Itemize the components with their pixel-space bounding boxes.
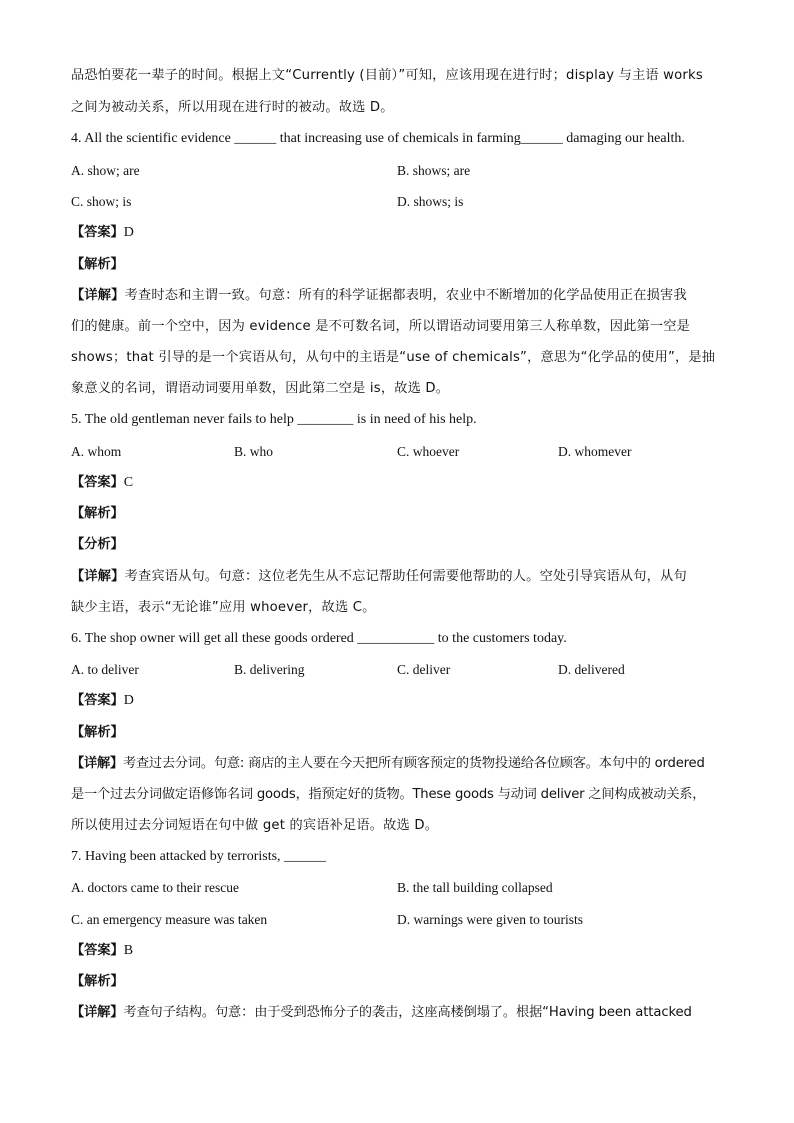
q4-stem: 4. All the scientific evidence ______ that increasing use of chemicals in farming______ damaging our health. bbox=[71, 131, 685, 146]
q6-answer bbox=[71, 692, 134, 710]
q6-option-c: C. deliver bbox=[397, 662, 451, 677]
q5-detail-line-1 bbox=[71, 568, 687, 586]
answer-value: D bbox=[123, 693, 134, 708]
detail-tag: 【详解】 bbox=[71, 288, 125, 303]
q7-analysis-tag: 【解析】 bbox=[71, 974, 124, 989]
q5-option-d: D. whomever bbox=[558, 444, 632, 459]
q4-detail-line-4: 象意义的名词，谓语动词要用单数，因此第二空是 is，故选 D。 bbox=[71, 381, 450, 396]
q6-option-a: A. to deliver bbox=[71, 662, 139, 677]
detail-tag: 【详解】 bbox=[71, 569, 125, 584]
q4-analysis-tag: 【解析】 bbox=[71, 257, 124, 272]
answer-tag: 【答案】 bbox=[71, 225, 124, 240]
detail-tag: 【详解】 bbox=[71, 756, 123, 771]
q4-answer bbox=[71, 224, 134, 242]
q5-fenxi-tag: 【分析】 bbox=[71, 537, 124, 552]
detail-text: 考查时态和主谓一致。句意：所有的科学证据都表明，农业中不断增加的化学品使用正在损害我 bbox=[124, 288, 687, 303]
q4-detail-line-3: shows；that 引导的是一个宾语从句，从句中的主语是“use of chemicals”，意思为“化学品的使用”，是抽 bbox=[71, 350, 716, 365]
answer-value: C bbox=[123, 475, 134, 490]
q7-option-c: C. an emergency measure was taken bbox=[71, 912, 268, 927]
q6-stem: 6. The shop owner will get all these goods ordered ___________ to the customers today. bbox=[71, 631, 567, 646]
detail-text: 考查句子结构。句意：由于受到恐怖分子的袭击，这座高楼倒塌了。根据“Having been attacked bbox=[123, 1005, 692, 1020]
q6-option-d: D. delivered bbox=[558, 662, 625, 677]
q7-stem: 7. Having been attacked by terrorists, ______ bbox=[71, 849, 327, 864]
answer-value: D bbox=[123, 225, 134, 240]
q5-option-a: A. whom bbox=[71, 444, 122, 459]
q7-detail-line-1 bbox=[71, 1004, 692, 1022]
q4-option-a: A. show; are bbox=[71, 163, 140, 178]
intro-line-1: 品恐怕要花一辈子的时间。根据上文“Currently (目前）”可知，应该用现在进行时；display 与主语 works bbox=[71, 68, 703, 83]
q4-detail-line-2: 们的健康。前一个空中，因为 evidence 是不可数名词，所以谓语动词要用第三人称单数，因此第一空是 bbox=[71, 319, 691, 334]
q6-option-b: B. delivering bbox=[234, 662, 305, 677]
q5-option-c: C. whoever bbox=[397, 444, 460, 459]
q4-option-b: B. shows; are bbox=[397, 163, 471, 178]
q7-option-d: D. warnings were given to tourists bbox=[397, 912, 583, 927]
q6-detail-line-1 bbox=[71, 755, 705, 773]
answer-tag: 【答案】 bbox=[71, 943, 124, 958]
q7-answer bbox=[71, 942, 133, 960]
q6-analysis-tag: 【解析】 bbox=[71, 725, 124, 740]
q5-stem: 5. The old gentleman never fails to help ________ is in need of his help. bbox=[71, 412, 477, 427]
q5-detail-line-2: 缺少主语，表示“无论谁”应用 whoever，故选 C。 bbox=[71, 600, 376, 615]
q6-detail-line-3: 所以使用过去分词短语在句中做 get 的宾语补足语。故选 D。 bbox=[71, 818, 439, 833]
q6-detail-line-2: 是一个过去分词做定语修饰名词 goods，指预定好的货物。These goods 与动词 deliver 之间构成被动关系， bbox=[71, 787, 706, 802]
q7-option-b: B. the tall building collapsed bbox=[397, 880, 553, 895]
answer-value: B bbox=[123, 943, 134, 958]
q5-analysis-tag: 【解析】 bbox=[71, 506, 124, 521]
detail-text: 考查过去分词。句意: 商店的主人要在今天把所有顾客预定的货物投递给各位顾客。本句中的 ordered bbox=[122, 756, 705, 771]
answer-tag: 【答案】 bbox=[71, 693, 124, 708]
q4-option-c: C. show; is bbox=[71, 194, 132, 209]
answer-tag: 【答案】 bbox=[71, 475, 124, 490]
intro-line-2: 之间为被动关系，所以用现在进行时的被动。故选 D。 bbox=[71, 100, 394, 115]
detail-tag: 【详解】 bbox=[71, 1005, 124, 1020]
q5-answer bbox=[71, 474, 133, 492]
q5-option-b: B. who bbox=[234, 444, 274, 459]
detail-text: 考查宾语从句。句意：这位老先生从不忘记帮助任何需要他帮助的人。空处引导宾语从句，从句 bbox=[124, 569, 687, 584]
q4-option-d: D. shows; is bbox=[397, 194, 464, 209]
q7-option-a: A. doctors came to their rescue bbox=[71, 880, 239, 895]
q4-detail-line-1 bbox=[71, 287, 687, 305]
